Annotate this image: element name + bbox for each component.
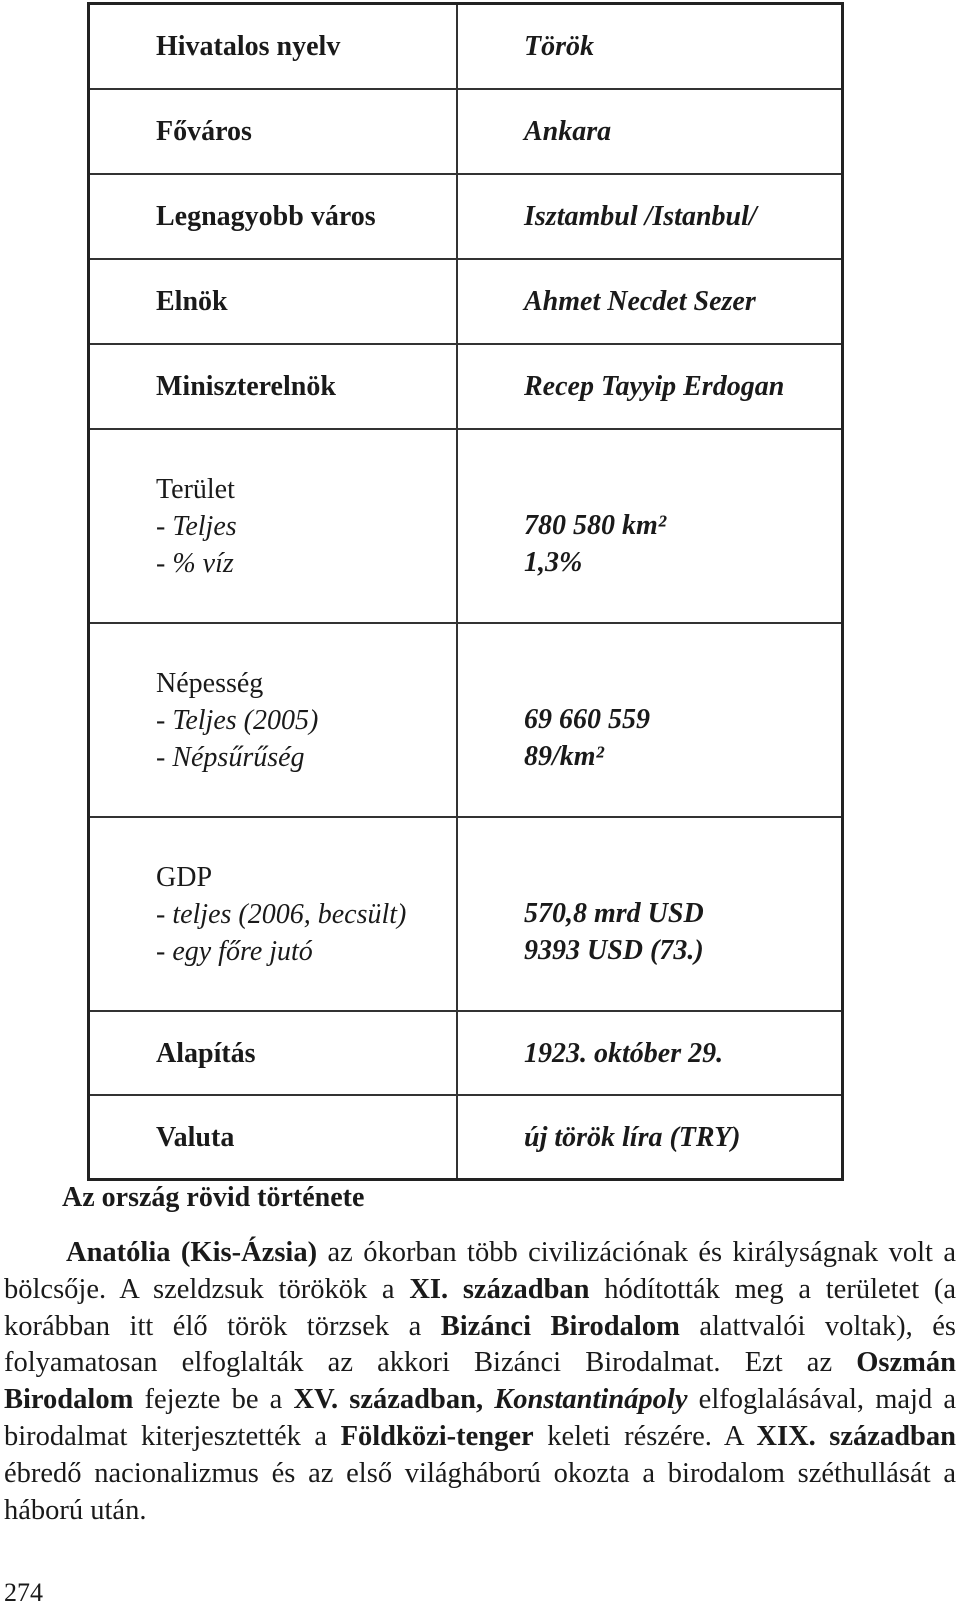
infobox-row-gdp — [89, 817, 843, 1011]
area-total-value: 780 580 km² — [524, 510, 667, 541]
history-paragraph — [4, 1235, 956, 1529]
history-term-constantinople: Konstantinápoly — [494, 1384, 688, 1416]
infobox-label — [89, 817, 458, 1011]
history-term-11th-century: XI. században — [409, 1273, 590, 1305]
infobox-row-capital — [89, 89, 843, 174]
infobox-row-president — [89, 259, 843, 344]
population-sub-density: - Népsűrűség — [156, 741, 305, 773]
country-infobox-table — [87, 2, 844, 1181]
history-text: keleti részére. A — [533, 1420, 757, 1452]
population-sub-total: - Teljes (2005) — [156, 704, 319, 736]
area-sub-water: - % víz — [156, 547, 234, 579]
infobox-row-largest-city — [89, 174, 843, 259]
history-text: ébredő nacionalizmus és az első világháború okozta a birodalom széthullását a háború után. — [4, 1457, 956, 1526]
history-term-anatolia: Anatólia (Kis-Ázsia) — [66, 1237, 318, 1268]
section-heading: Az ország rövid története — [62, 1182, 365, 1213]
infobox-label — [89, 623, 458, 817]
infobox-label — [89, 429, 458, 623]
population-label: Népesség — [156, 667, 264, 699]
gdp-sub-per-capita: - egy főre jutó — [156, 935, 313, 967]
infobox-value: Ahmet Necdet Sezer — [457, 259, 843, 344]
history-term-15th-century: XV. században, — [293, 1384, 484, 1416]
population-total-value: 69 660 559 — [524, 704, 650, 735]
history-text: az ókorban több civilizációnak és királyságnak volt a bölcsője. A szeldzsuk törökök a — [4, 1237, 956, 1305]
infobox-row-prime-minister — [89, 344, 843, 429]
history-term-mediterranean: Földközi-tenger — [340, 1420, 534, 1452]
infobox-label: Elnök — [89, 259, 458, 344]
page-number: 274 — [4, 1578, 43, 1607]
infobox-label: Valuta — [89, 1095, 458, 1180]
infobox-value: 1923. október 29. — [457, 1011, 843, 1095]
infobox-value: Török — [457, 4, 843, 90]
history-term-byzantine-empire: Bizánci Birodalom — [440, 1310, 680, 1342]
history-text: alattvalói voltak), és folyamatosan elfoglalták az akkori Bizánci Birodalmat. Ezt az — [4, 1310, 956, 1379]
infobox-value: Recep Tayyip Erdogan — [457, 344, 843, 429]
infobox-row-founding — [89, 1011, 843, 1095]
infobox-value: új török líra (TRY) — [457, 1095, 843, 1180]
history-term-ottoman-empire: Oszmán Birodalom — [4, 1347, 956, 1416]
infobox-row-currency — [89, 1095, 843, 1180]
gdp-total-value: 570,8 mrd USD — [524, 898, 704, 929]
infobox-value: Isztambul /Istanbul/ — [457, 174, 843, 259]
infobox-value: Ankara — [457, 89, 843, 174]
history-term-19th-century: XIX. században — [756, 1420, 956, 1452]
area-water-value: 1,3% — [524, 547, 583, 578]
infobox-label: Főváros — [89, 89, 458, 174]
infobox-value — [457, 817, 843, 1011]
infobox-row-population — [89, 623, 843, 817]
infobox-value — [457, 429, 843, 623]
gdp-label: GDP — [156, 861, 213, 893]
history-text: elfoglalásával, majd a birodalmat kiterjesztették a — [4, 1384, 957, 1452]
infobox-row-official-language — [89, 4, 843, 90]
infobox-label: Miniszterelnök — [89, 344, 458, 429]
history-text: fejezte be a — [133, 1384, 294, 1416]
area-sub-total: - Teljes — [156, 510, 237, 542]
infobox-label: Legnagyobb város — [89, 174, 458, 259]
infobox-value — [457, 623, 843, 817]
gdp-sub-total: - teljes (2006, becsült) — [156, 898, 407, 930]
gdp-per-capita-value: 9393 USD (73.) — [524, 935, 704, 966]
infobox-label: Hivatalos nyelv — [89, 4, 458, 90]
history-text: hódították meg a területet (a korábban itt élő török törzsek a — [4, 1273, 956, 1342]
area-label: Terület — [156, 473, 235, 505]
infobox-row-area — [89, 429, 843, 623]
infobox-label: Alapítás — [89, 1011, 458, 1095]
population-density-value: 89/km² — [524, 741, 604, 772]
